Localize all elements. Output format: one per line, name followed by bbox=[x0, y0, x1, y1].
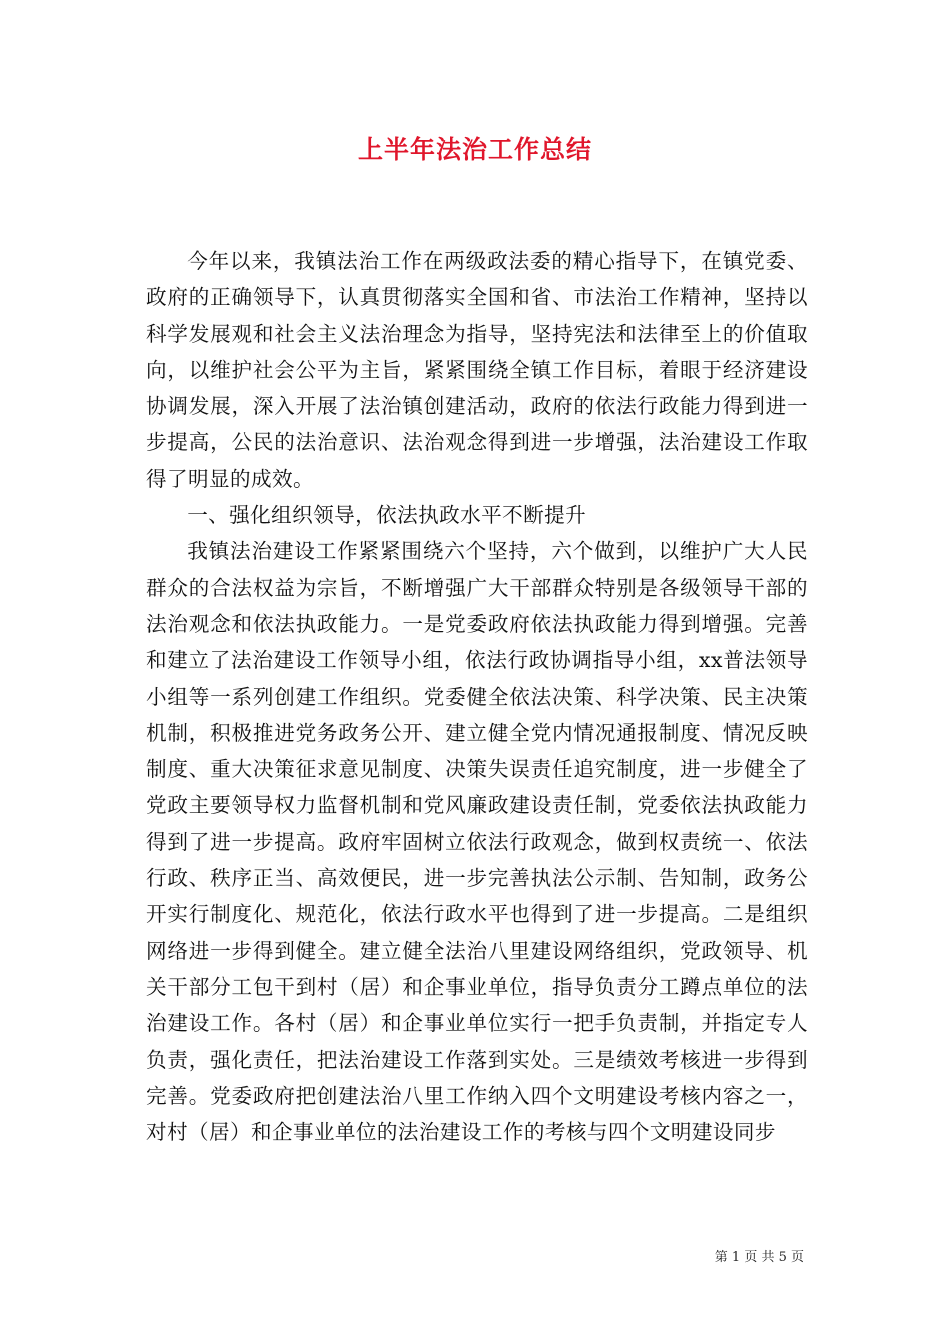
section-heading: 一、强化组织领导，依法执政水平不断提升 bbox=[187, 503, 587, 528]
paragraph-intro: 今年以来，我镇法治工作在两级政法委的精心指导下，在镇党委、政府的正确领导下，认真贯彻落实全国和省、市法治工作精神，坚持以科学发展观和社会主义法治理念为指导，坚持宪法和法律至上的价值取向，以维护社会公平为主旨，紧紧围绕全镇工作目标，着眼于经济建设协调发展，深入开展了法治镇创建活动，政府的依法行政能力得到进一步提高，公民的法治意识、法治观念得到进一步增强，法治建设工作取得了明显的成效。 bbox=[146, 249, 808, 491]
page-number: 第 1 页 共 5 页 bbox=[714, 1250, 804, 1265]
paragraph-section-1: 我镇法治建设工作紧紧围绕六个坚持，六个做到，以维护广大人民群众的合法权益为宗旨，不断增强广大干部群众特别是各级领导干部的法治观念和依法执政能力。一是党委政府依法执政能力得到增强。完善和建立了法治建设工作领导小组，依法行政协调指导小组，xx普法领导小组等一系列创建工作组织。党委健全依法决策、科学决策、民主决策机制，积极推进党务政务公开、建立健全党内情况通报制度、情况反映制度、重大决策征求意见制度、决策失误责任追究制度，进一步健全了党政主要领导权力监督机制和党风廉政建设责任制，党委依法执政能力得到了进一步提高。政府牢固树立依法行政观念，做到权责统一、依法行政、秩序正当、高效便民，进一步完善执法公示制、告知制，政务公开实行制度化、规范化，依法行政水平也得到了进一步提高。二是组织网络进一步得到健全。建立健全法治八里建设网络组织，党政领导、机关干部分工包干到村（居）和企事业单位，指导负责分工蹲点单位的法治建设工作。各村（居）和企事业单位实行一把手负责制，并指定专人负责，强化责任，把法治建设工作落到实处。三是绩效考核进一步得到完善。党委政府把创建法治八里工作纳入四个文明建设考核内容之一，对村（居）和企事业单位的法治建设工作的考核与四个文明建设同步 bbox=[146, 539, 808, 1145]
document-title: 上半年法治工作总结 bbox=[357, 135, 592, 164]
document-body bbox=[146, 243, 808, 1150]
